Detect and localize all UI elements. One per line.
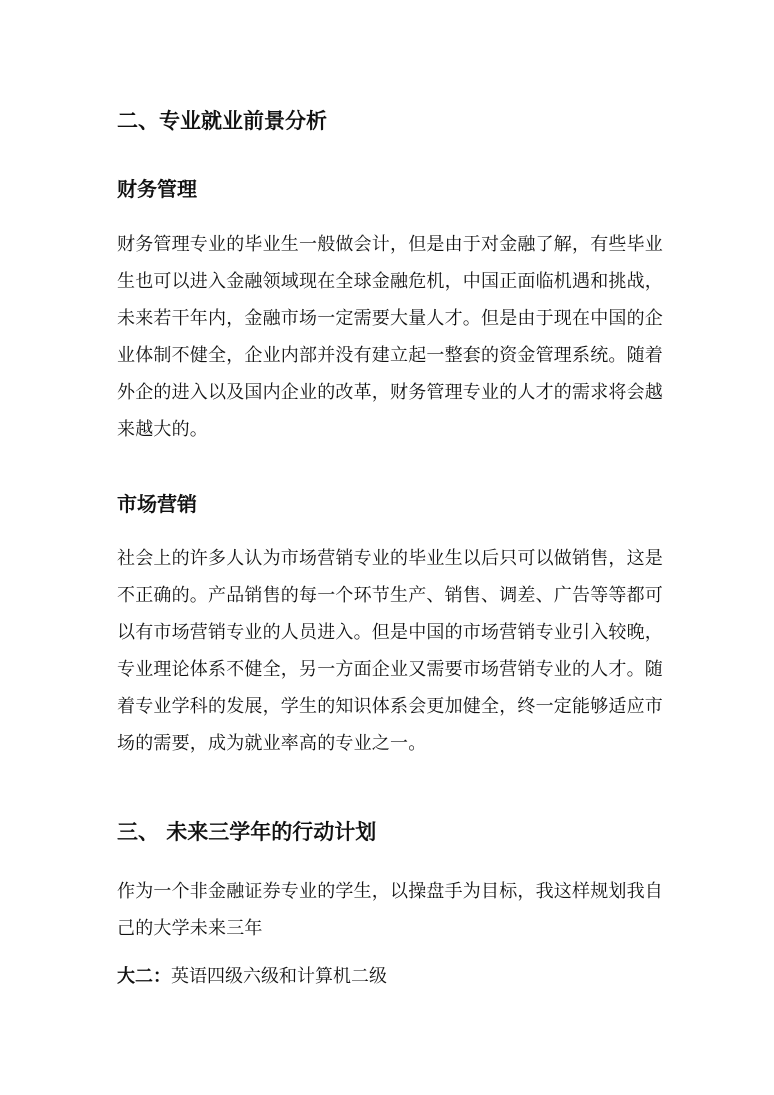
plan-item-year-two <box>117 962 387 988</box>
finance-line: 财务管理专业的毕业生一般做会计，但是由于对金融了解，有些毕业 <box>117 234 663 255</box>
marketing-line: 专业理论体系不健全，另一方面企业又需要市场营销专业的人才。随 <box>117 659 663 680</box>
plan-intro-paragraph <box>117 873 662 947</box>
finance-line: 外企的进入以及国内企业的改革，财务管理专业的人才的需求将会越 <box>117 382 663 403</box>
finance-line: 未来若干年内，金融市场一定需要大量人才。但是由于现在中国的企 <box>117 308 663 329</box>
plan-item-text: 英语四级六级和计算机二级 <box>171 966 387 987</box>
plan-intro-line: 己的大学未来三年 <box>117 918 263 939</box>
marketing-paragraph <box>117 540 662 762</box>
marketing-line: 着专业学科的发展，学生的知识体系会更加健全，终一定能够适应市 <box>117 696 663 717</box>
marketing-line: 场的需要，成为就业率高的专业之一。 <box>117 733 427 754</box>
plan-intro-line: 作为一个非金融证券专业的学生，以操盘手为目标，我这样规划我自 <box>117 881 663 902</box>
finance-line: 业体制不健全，企业内部并没有建立起一整套的资金管理系统。随着 <box>117 345 663 366</box>
marketing-line: 不正确的。产品销售的每一个环节生产、销售、调差、广告等等都可 <box>117 585 663 606</box>
marketing-line: 社会上的许多人认为市场营销专业的毕业生以后只可以做销售，这是 <box>117 548 663 569</box>
section-2-heading: 二、专业就业前景分析 <box>117 109 327 133</box>
marketing-line: 以有市场营销专业的人员进入。但是中国的市场营销专业引入较晚， <box>117 622 663 643</box>
finance-line: 生也可以进入金融领域现在全球金融危机，中国正面临机遇和挑战， <box>117 271 663 292</box>
section-3-heading: 三、 未来三学年的行动计划 <box>117 820 377 844</box>
finance-heading: 财务管理 <box>117 177 197 201</box>
finance-line: 来越大的。 <box>117 419 208 440</box>
finance-paragraph <box>117 226 662 448</box>
plan-item-label: 大二： <box>117 966 171 987</box>
marketing-heading: 市场营销 <box>117 492 197 516</box>
